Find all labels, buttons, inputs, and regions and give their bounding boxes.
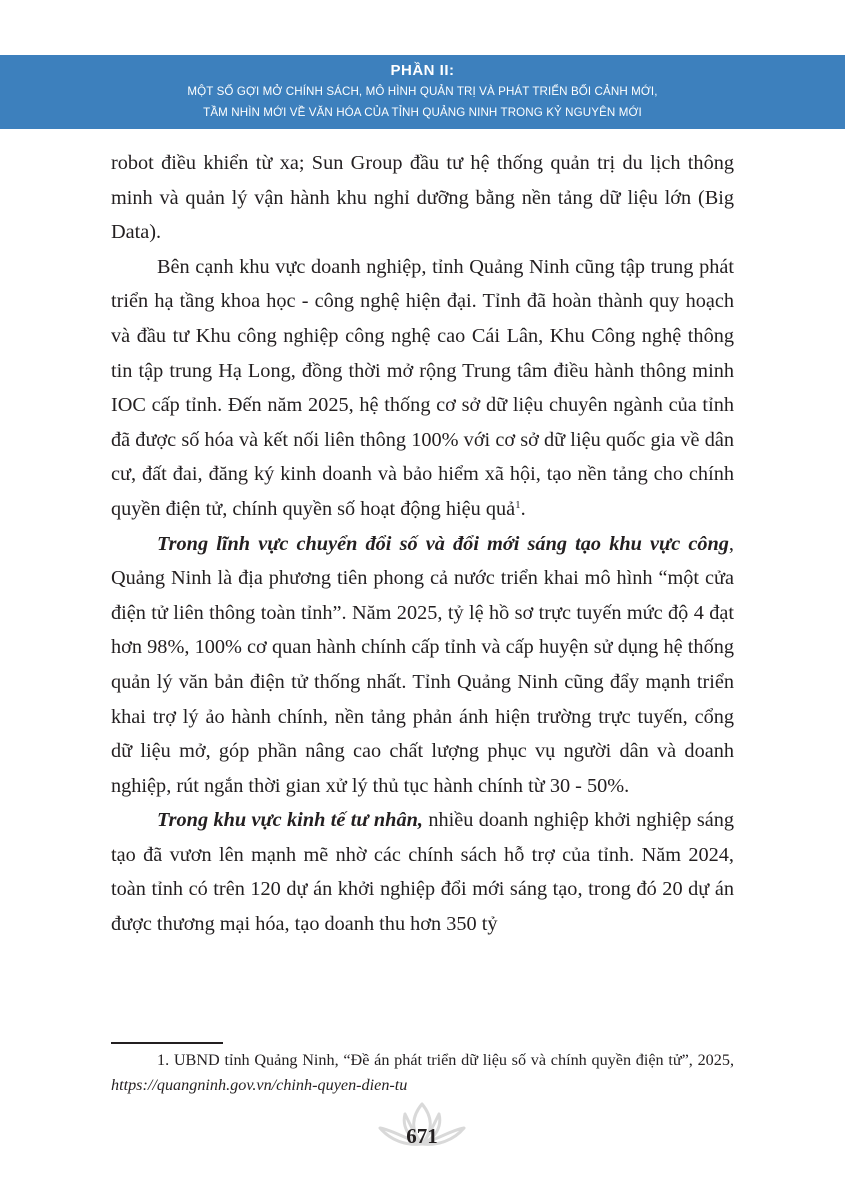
footnote-text: UBND tỉnh Quảng Ninh, “Đề án phát triển dữ liệu số và chính quyền điện tử”, 2025, [169, 1051, 734, 1069]
page-number: 671 [406, 1124, 438, 1148]
footnote-ref[interactable]: 1 [515, 498, 521, 511]
part-title: PHẦN II: [390, 62, 455, 79]
paragraph-end: . [520, 497, 526, 520]
section-header-banner [0, 55, 845, 129]
footnote-number: 1. [157, 1051, 170, 1069]
paragraph-lead-heading: Trong lĩnh vực chuyển đổi số và đổi mới sáng tạo khu vực công [157, 532, 729, 555]
part-subtitle-line-2: TẦM NHÌN MỚI VỀ VĂN HÓA CỦA TỈNH QUẢNG NINH TRONG KỶ NGUYÊN MỚI [203, 106, 642, 119]
footnote [111, 1048, 734, 1098]
page-number-block [372, 1100, 472, 1155]
paragraph-text: , Quảng Ninh là địa phương tiên phong cả nước triển khai mô hình “một cửa điện tử liên thông toàn tỉnh”. Năm 2025, tỷ lệ hồ sơ trực tuyến mức độ 4 đạt hơn 98%, 100% cơ quan hành chính cấp tỉnh và cấp huyện sử dụng hệ thống quản lý văn bản điện tử thống nhất. Tỉnh Quảng Ninh cũng đẩy mạnh triển khai trợ lý ảo hành chính, nền tảng phản ánh hiện trường trực tuyến, cổng dữ liệu mở, góp phần nâng cao chất lượng phục vụ người dân và doanh nghiệp, rút ngắn thời gian xử lý thủ tục hành chính từ 30 - 50%. [111, 532, 734, 797]
paragraph-public-sector [111, 527, 734, 804]
footnote-divider [111, 1042, 223, 1044]
paragraph-infrastructure [111, 250, 734, 527]
paragraph-text: nhiều doanh nghiệp khởi nghiệp sáng tạo đã vươn lên mạnh mẽ nhờ các chính sách hỗ trợ của tỉnh. Năm 2024, toàn tỉnh có trên 120 dự án khởi nghiệp đổi mới sáng tạo, trong đó 20 dự án được thương mại hóa, tạo doanh thu hơn 350 tỷ [111, 809, 734, 936]
body-text [111, 146, 734, 942]
paragraph-lead-heading: Trong khu vực kinh tế tư nhân, [157, 809, 423, 832]
paragraph-private-sector [111, 803, 734, 941]
footnote-url[interactable]: https://quangninh.gov.vn/chinh-quyen-dien-tu [111, 1076, 408, 1094]
part-subtitle-line-1: MỘT SỐ GỢI MỞ CHÍNH SÁCH, MÔ HÌNH QUẢN TRỊ VÀ PHÁT TRIỂN BỐI CẢNH MỚI, [187, 85, 658, 98]
paragraph-continued: robot điều khiển từ xa; Sun Group đầu tư hệ thống quản trị du lịch thông minh và quản lý vận hành khu nghỉ dưỡng bằng nền tảng dữ liệu lớn (Big Data). [111, 152, 734, 244]
paragraph-text: Bên cạnh khu vực doanh nghiệp, tỉnh Quảng Ninh cũng tập trung phát triển hạ tầng khoa học - công nghệ hiện đại. Tỉnh đã hoàn thành quy hoạch và đầu tư Khu công nghiệp công nghệ cao Cái Lân, Khu Công nghệ thông tin tập trung Hạ Long, đồng thời mở rộng Trung tâm điều hành thông minh IOC cấp tỉnh. Đến năm 2025, hệ thống cơ sở dữ liệu chuyên ngành của tỉnh đã được số hóa và kết nối liên thông 100% với cơ sở dữ liệu quốc gia về dân cư, đất đai, đăng ký kinh doanh và bảo hiểm xã hội, tạo nền tảng cho chính quyền điện tử, chính quyền số hoạt động hiệu quả [111, 255, 734, 520]
